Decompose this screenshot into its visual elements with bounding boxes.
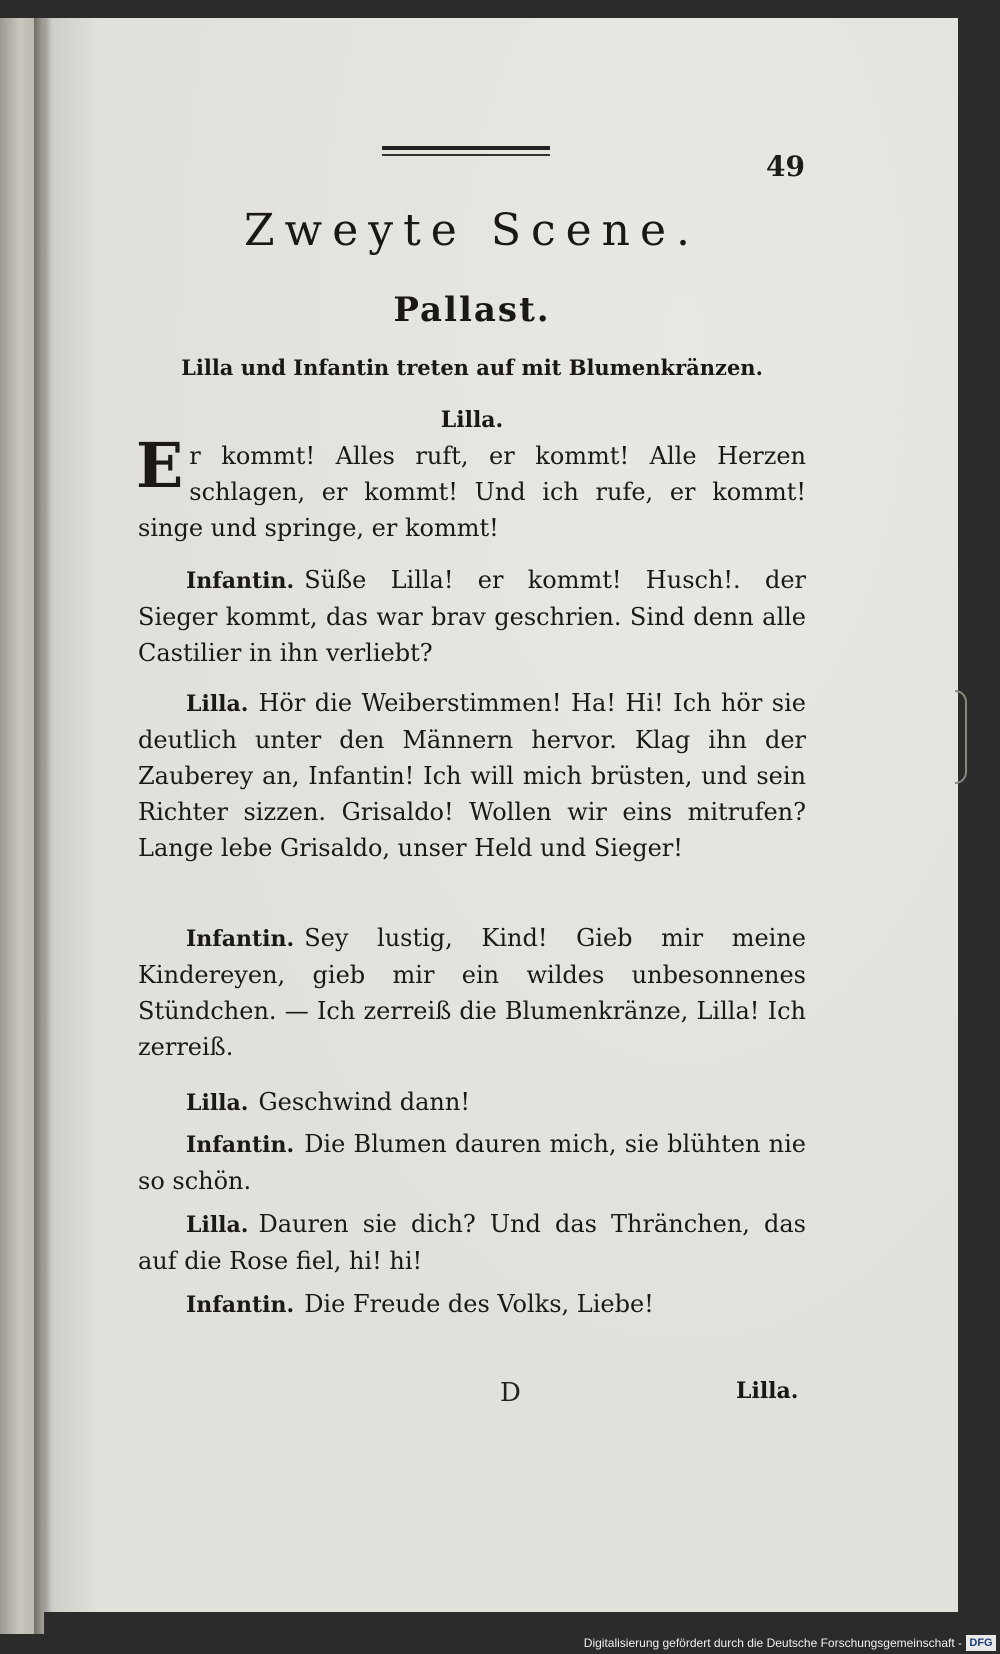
ornamental-rule [382, 146, 550, 160]
page-shadow [44, 18, 52, 1612]
scene-place: Pallast. [393, 290, 551, 330]
dfg-logo: DFG [966, 1635, 996, 1651]
speaker-name: Infantin. [186, 926, 295, 952]
dialogue-paragraph [138, 1084, 806, 1121]
catchword: Lilla. [736, 1378, 799, 1404]
page-number: 49 [766, 150, 805, 183]
speaker-name: Lilla. [186, 1090, 249, 1116]
speaker-name: Infantin. [186, 1132, 295, 1158]
dialogue-paragraph [138, 1206, 806, 1279]
dialogue-paragraph [138, 1286, 806, 1323]
speaker-heading: Lilla. [440, 407, 504, 433]
dialogue-paragraph [138, 920, 806, 1065]
drop-initial: E [136, 429, 184, 502]
funding-footer: Digitalisierung gefördert durch die Deutsche Forschungsgemeinschaft - [583, 1636, 962, 1650]
scene-title: Zweyte Scene. [243, 205, 701, 256]
rule-thick-line [382, 146, 550, 150]
dialogue-text: r kommt! Alles ruft, er kommt! Alle Herzen schlagen, er kommt! Und ich rufe, er kommt! singe und springe, er kommt! [138, 442, 806, 542]
dialogue-paragraph [138, 562, 806, 671]
dialogue-paragraph [138, 1126, 806, 1199]
dialogue-text: Hör die Weiberstimmen! Ha! Hi! Ich hör sie deutlich unter den Männern hervor. Klag ihn der Zauberey an, Infantin! Ich will mich brüsten, und sein Richter sizzen. Grisaldo! Wollen wir eins mitrufen? Lange lebe Grisaldo, unser Held und Sieger! [138, 689, 806, 862]
dialogue-text: Dauren sie dich? Und das Thränchen, das auf die Rose fiel, hi! hi! [138, 1210, 806, 1275]
signature-mark: D [500, 1378, 521, 1408]
speaker-name: Infantin. [186, 568, 295, 594]
stage-direction: Lilla und Infantin treten auf mit Blumenkränzen. [181, 355, 763, 380]
dialogue-text: Die Freude des Volks, Liebe! [304, 1290, 654, 1318]
book-spine [34, 18, 44, 1648]
dialogue-text: Süße Lilla! er kommt! Husch!. der Sieger kommt, das war brav geschrien. Sind denn alle Castilier in ihn verliebt? [138, 566, 806, 667]
rule-thin-line [382, 154, 550, 156]
dialogue-text: Geschwind dann! [258, 1088, 470, 1116]
dialogue-text: Die Blumen dauren mich, sie blühten nie so schön. [138, 1130, 806, 1195]
speaker-name: Infantin. [186, 1292, 295, 1318]
dialogue-paragraph [136, 429, 806, 546]
page-tab-marker [955, 690, 967, 784]
dialogue-paragraph [138, 685, 806, 866]
speaker-name: Lilla. [186, 691, 249, 717]
speaker-name: Lilla. [186, 1212, 249, 1238]
dialogue-text: Sey lustig, Kind! Gieb mir meine Kindereyen, gieb mir ein wildes unbesonnenes Stündchen. — Ich zerreiß die Blumenkränze, Lilla! Ich zerreiß. [138, 924, 806, 1061]
